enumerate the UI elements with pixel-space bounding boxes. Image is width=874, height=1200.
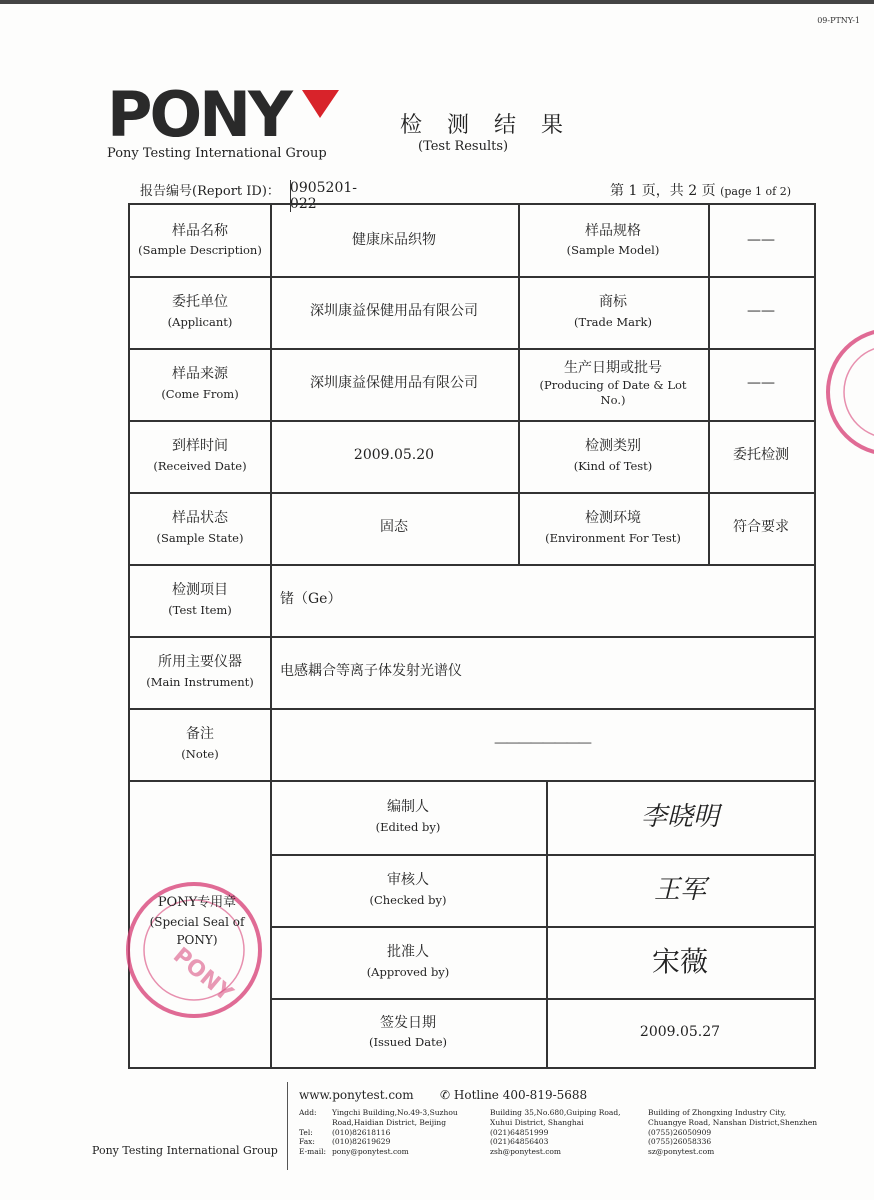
- sample-description-label: 样品名称 (Sample Description): [138, 222, 262, 258]
- kind-of-test-label: 检测类别 (Kind of Test): [573, 438, 653, 473]
- come-from-label: 样品来源 (Come From): [161, 366, 239, 401]
- seal-caption-en2: PONY): [176, 932, 218, 947]
- kind-of-test-value: 委托检测: [733, 447, 789, 464]
- environment-value: 符合要求: [733, 519, 789, 536]
- come-from-value: 深圳康益保健用品有限公司: [310, 375, 478, 392]
- seal-caption-cn: PONY专用章: [157, 895, 237, 910]
- page-indicator-en: (page 1 of 2): [720, 185, 791, 198]
- seal-caption: [132, 893, 262, 949]
- page-indicator: [610, 180, 791, 200]
- edited-by-signature: 李晓明: [640, 801, 719, 832]
- footer-beijing: Yingchi Building,No.49-3,Suzhou Road,Haidian District, Beijing (010)82618116 (010)82619629 pony@ponytest.com: [332, 1108, 458, 1156]
- logo-group-name: Pony Testing International Group: [107, 146, 327, 161]
- page-title: 检 测 结 果: [400, 113, 572, 138]
- applicant-label: 委托单位 (Applicant): [167, 294, 233, 329]
- checked-by-label: 审核人 (Checked by): [369, 872, 447, 907]
- footer-website: www.ponytest.com: [299, 1088, 414, 1102]
- production-date-value: ——: [747, 375, 775, 392]
- sample-state-label: 样品状态 (Sample State): [156, 510, 244, 545]
- footer-labels: Add: Tel: Fax: E-mail:: [299, 1108, 327, 1156]
- test-item-value: 锗（Ge）: [280, 591, 342, 608]
- sample-state-value: 固态: [380, 519, 408, 536]
- top-edge-line: [0, 0, 874, 4]
- pony-logo: [107, 86, 339, 146]
- approved-by-label: 批准人 (Approved by): [366, 944, 450, 979]
- received-date-value: 2009.05.20: [353, 447, 435, 464]
- main-instrument-value: 电感耦合等离子体发射光谱仪: [280, 663, 462, 680]
- sample-description-value: 健康床品织物: [352, 231, 436, 248]
- phone-icon: ✆: [440, 1088, 451, 1102]
- report-id-label: 报告编号(Report ID)：: [140, 184, 280, 199]
- footer-group-name: Pony Testing International Group: [92, 1144, 278, 1157]
- issued-date-label: 签发日期 (Issued Date): [368, 1014, 448, 1050]
- page-subtitle: (Test Results): [418, 139, 509, 154]
- production-date-label: 生产日期或批号 (Producing of Date & Lot No.): [539, 360, 687, 408]
- note-label: 备注 (Note): [181, 726, 219, 761]
- document-code: 09-PTNY-1: [817, 16, 860, 25]
- report-id: [140, 180, 357, 212]
- checked-by-signature: 王军: [653, 874, 706, 905]
- logo-brand-text: PONY: [107, 86, 290, 142]
- main-instrument-label: 所用主要仪器 (Main Instrument): [146, 654, 254, 689]
- trade-mark-label: 商标 (Trade Mark): [574, 294, 652, 329]
- footer-divider: [287, 1082, 288, 1170]
- sample-model-label: 样品规格 (Sample Model): [566, 222, 660, 258]
- approved-by-signature: 宋薇: [651, 945, 708, 979]
- footer-shenzhen: Building of Zhongxing Industry City, Chuangye Road, Nanshan District,Shenzhen (0755)26050909 (0755)26058336 sz@ponytest.com: [648, 1108, 818, 1156]
- applicant-value: 深圳康益保健用品有限公司: [310, 303, 478, 320]
- edited-by-label: 编制人 (Edited by): [375, 799, 441, 834]
- footer-shanghai: Building 35,No.680,Guiping Road, Xuhui District, Shanghai (021)64851999 (021)64856403 zsh@ponytest.com: [490, 1108, 621, 1156]
- sample-model-value: ——: [747, 231, 775, 248]
- environment-label: 检测环境 (Environment For Test): [545, 510, 681, 545]
- test-item-label: 检测项目 (Test Item): [168, 582, 232, 617]
- report-id-value: 0905201-022: [289, 180, 357, 212]
- right-edge-stamp-icon: [820, 322, 874, 462]
- seal-caption-en1: (Special Seal of: [149, 914, 245, 929]
- seal-brand-text: PONY: [168, 943, 238, 1007]
- trade-mark-value: ——: [747, 303, 775, 320]
- page-indicator-cn: 第 1 页，共 2 页: [610, 183, 716, 199]
- received-date-label: 到样时间 (Received Date): [153, 438, 247, 473]
- logo-triangle-icon: [302, 90, 339, 118]
- issued-date-value: 2009.05.27: [639, 1023, 721, 1040]
- footer-hotline: ✆ Hotline 400-819-5688: [440, 1088, 588, 1102]
- note-value: ————————: [494, 735, 590, 752]
